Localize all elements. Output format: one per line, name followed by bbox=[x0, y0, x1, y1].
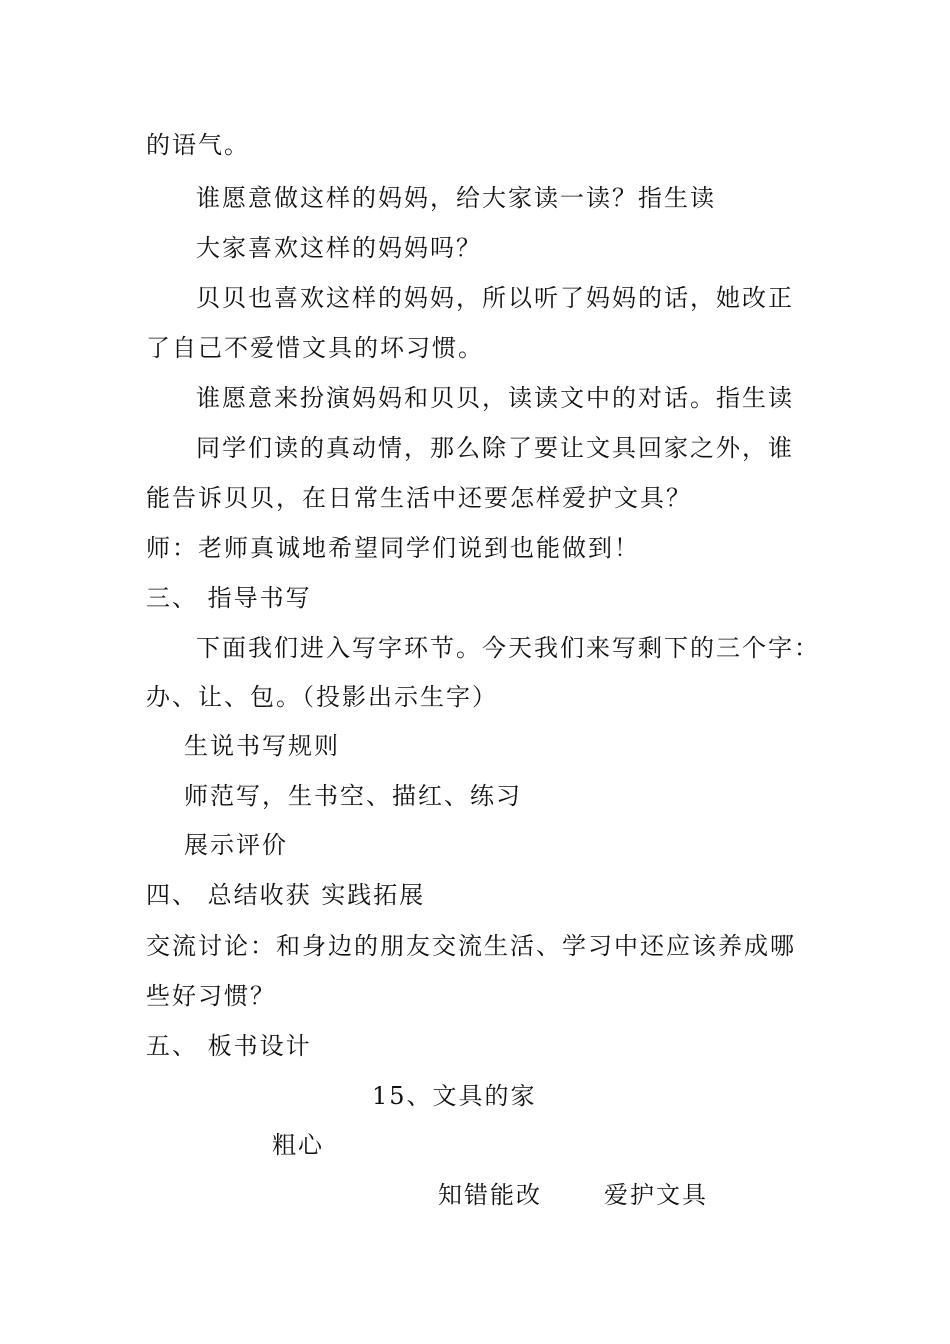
paragraph-line: 的语气。 bbox=[146, 131, 250, 159]
paragraph-line: 了自己不爱惜文具的坏习惯。 bbox=[146, 334, 484, 362]
board-design-item: 爱护文具 bbox=[604, 1181, 708, 1209]
board-design-title: 15、文具的家 bbox=[372, 1082, 537, 1110]
paragraph-line: 办、让、包。（投影出示生字） bbox=[146, 683, 498, 711]
paragraph-line: 展示评价 bbox=[184, 831, 288, 859]
section-heading-4: 四、 总结收获 实践拓展 bbox=[146, 881, 426, 909]
section-heading-3: 三、 指导书写 bbox=[146, 584, 312, 612]
paragraph-line: 师范写，生书空、描红、练习 bbox=[184, 782, 522, 810]
paragraph-line: 些好习惯？ bbox=[146, 982, 276, 1010]
paragraph-line: 贝贝也喜欢这样的妈妈，所以听了妈妈的话，她改正 bbox=[196, 284, 794, 312]
paragraph-line: 师：老师真诚地希望同学们说到也能做到！ bbox=[146, 534, 640, 562]
paragraph-line: 谁愿意来扮演妈妈和贝贝，读读文中的对话。指生读 bbox=[196, 384, 794, 412]
section-heading-5: 五、 板书设计 bbox=[146, 1032, 312, 1060]
paragraph-line: 大家喜欢这样的妈妈吗？ bbox=[196, 234, 482, 262]
paragraph-line: 生说书写规则 bbox=[184, 732, 340, 760]
board-design-item: 知错能改 bbox=[438, 1181, 542, 1209]
board-design-item: 粗心 bbox=[272, 1131, 324, 1159]
paragraph-line: 同学们读的真动情，那么除了要让文具回家之外，谁 bbox=[196, 434, 794, 462]
paragraph-line: 交流讨论：和身边的朋友交流生活、学习中还应该养成哪 bbox=[146, 932, 796, 960]
paragraph-line: 能告诉贝贝，在日常生活中还要怎样爱护文具？ bbox=[146, 484, 692, 512]
paragraph-line: 下面我们进入写字环节。今天我们来写剩下的三个字： bbox=[196, 634, 820, 662]
paragraph-line: 谁愿意做这样的妈妈，给大家读一读？指生读 bbox=[196, 184, 716, 212]
